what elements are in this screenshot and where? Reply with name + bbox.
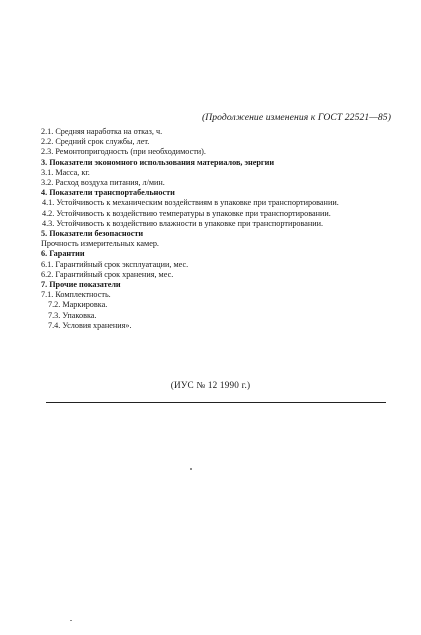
ius-reference: (ИУС № 12 1990 г.) [170,380,251,390]
item-line: 6.2. Гарантийный срок хранения, мес. [41,269,174,279]
item-line: 3. Показатели экономного использования материалов, энергии [41,157,275,167]
item-line: 6.1. Гарантийный срок эксплуатации, мес. [41,259,189,269]
speck-mark [190,468,192,470]
horizontal-rule [46,402,386,403]
item-line: 4.3. Устойчивость к воздействию влажности в упаковке при транспортировании. [42,218,324,228]
item-line: 3.2. Расход воздуха питания, л/мин. [41,178,165,188]
item-line: 2.1. Средняя наработка на отказ, ч. [41,127,163,136]
item-line: 7. Прочие показатели [41,280,121,290]
item-line: 7.3. Упаковка. [48,310,97,320]
item-line: 4. Показатели транспортабельности [41,188,175,198]
continuation-header: (Продолжение изменения к ГОСТ 22521—85) [201,112,391,123]
item-line: Прочность измерительных камер. [41,239,159,249]
item-line: 4.1. Устойчивость к механическим воздействиям в упаковке при транспортировании. [42,198,339,208]
document-body [33,127,390,331]
item-line: 2.2. Средний срок службы, лет. [41,137,150,147]
item-line: 7.1. Комплектность. [41,290,111,300]
item-line: 6. Гарантии [41,249,85,259]
item-line: 7.4. Условия хранения». [48,320,132,330]
item-line: 7.2. Маркировка. [48,300,108,310]
item-line: 2.3. Ремонтопригодность (при необходимости). [41,147,206,157]
item-line: 5. Показатели безопасности [41,229,144,239]
item-line: 4.2. Устойчивость к воздействию температуры в упаковке при транспортировании. [42,208,331,218]
item-line: 3.1. Масса, кг. [41,167,90,177]
speck-mark [70,620,72,621]
